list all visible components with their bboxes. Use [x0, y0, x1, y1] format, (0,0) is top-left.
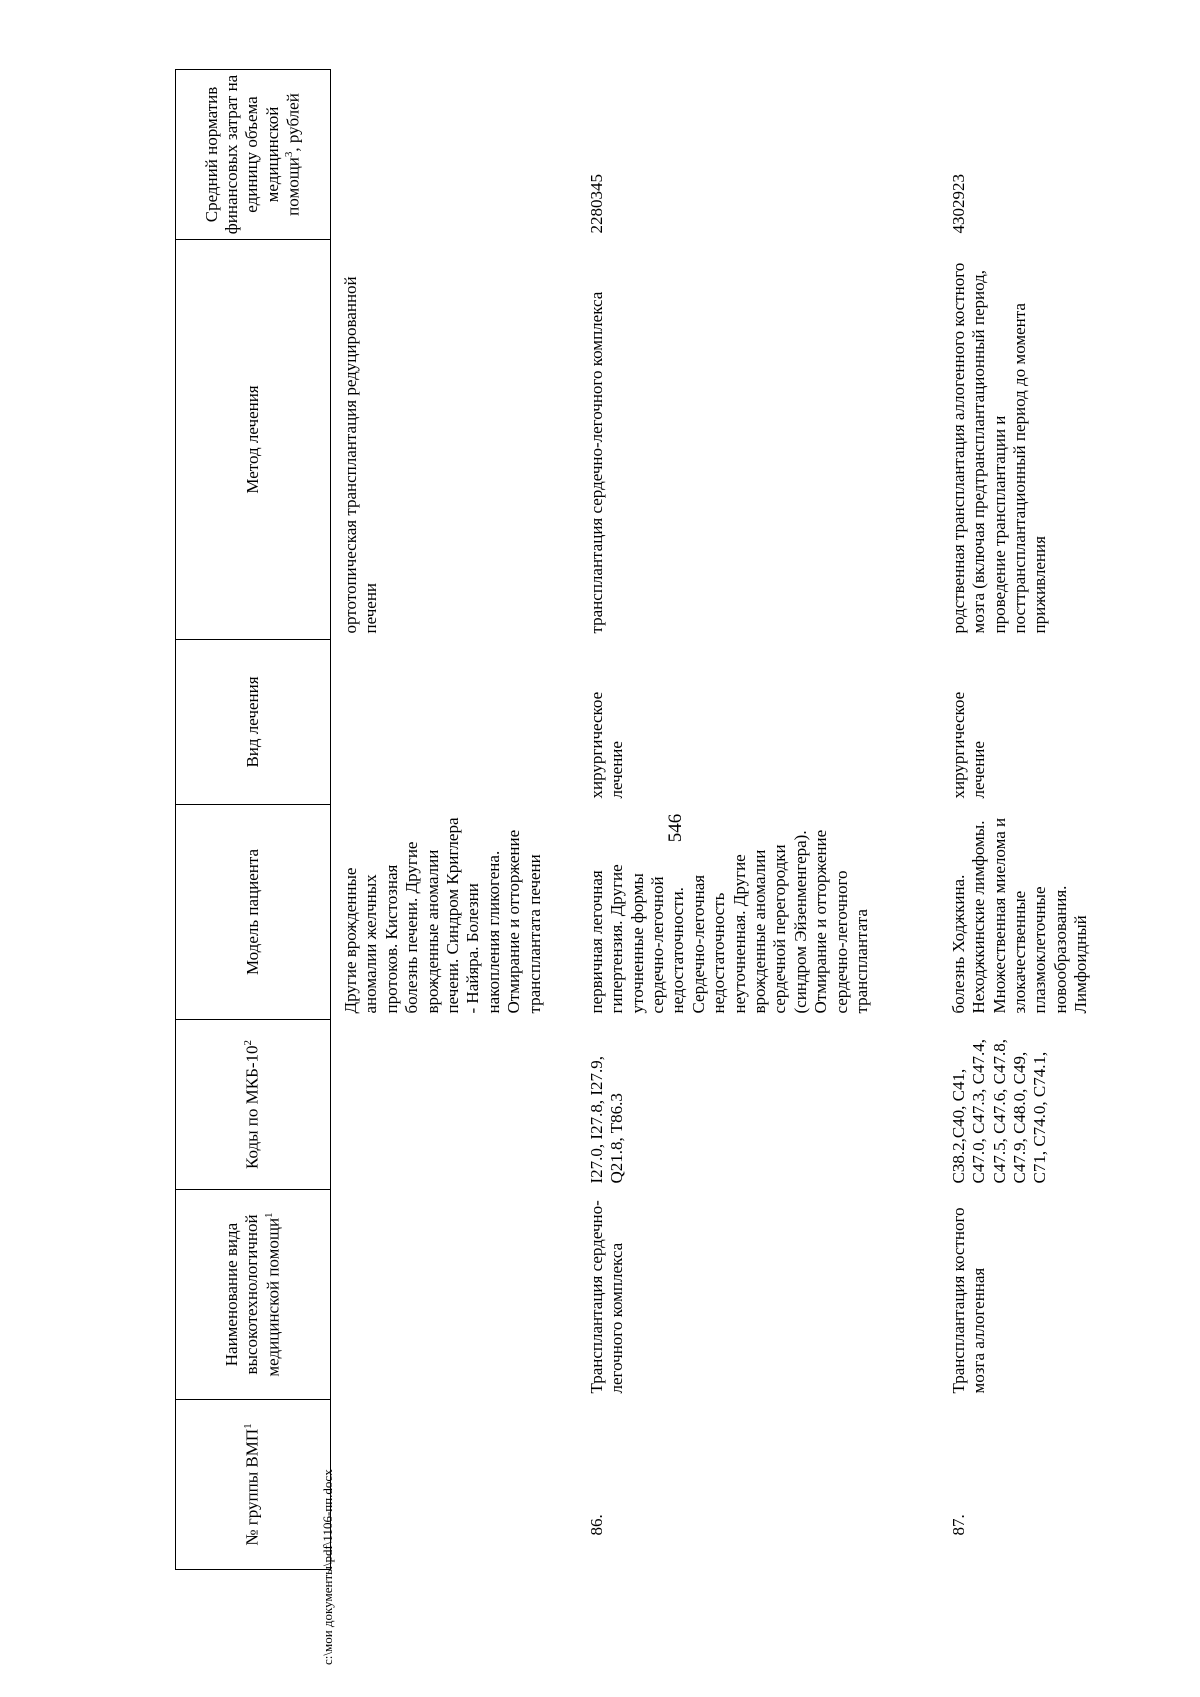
header-name: Наименование вида высокотехнологичной медицинской помощи$^1$ [176, 1190, 331, 1400]
header-cost: Средний норматив финансовых затрат на единицу объема медицинской помощи$^3$, рублей [176, 70, 331, 240]
header-treatment-type: Вид лечения [176, 640, 331, 805]
row-codes [331, 1020, 545, 1190]
row-patient-model: первичная легочная гипертензия. Другие уточненные формы сердечно-легочной недостаточности. Сердечно-легочная недостаточность неуточненная. Другие врожденные аномалии сердечной перегородки (синдром Эйзенменгера). Отмирание и отторжение сердечно-легочного трансплантата [586, 829, 871, 1014]
row-name: Трансплантация костного мозга аллогенная [948, 1207, 989, 1394]
row-treatment-type: хирургическое лечение [586, 691, 627, 799]
table-header [176, 70, 331, 1570]
row-treatment-type: хирургическое лечение [948, 691, 989, 799]
row-treatment-method: родственная трансплантация аллогенного костного мозга (включая предтрансплантационный период, проведение трансплантации и посттрансплантационный период до момента приживления [948, 262, 1050, 634]
row-cost: 2280345 [586, 174, 606, 234]
header-group-no: № группы ВМП$^1$ [176, 1400, 331, 1570]
row-number [331, 1400, 545, 1570]
table-row [545, 70, 907, 1570]
row-name: Трансплантация сердечно-легочного комплекса [586, 1200, 627, 1394]
row-cost [331, 70, 545, 240]
row-codes: C38.2,C40, C41, C47.0, C47.3, C47.4, C47.5, C47.6, C47.8, C47.9, C48.0, C49, C71, C74.0, C74.1, [948, 1038, 1050, 1184]
table-row [331, 70, 545, 1570]
row-patient-model: болезнь Ходжкина. Неходжкинские лимфомы. Множественная миелома и злокачественные плазмоклеточные новообразования. Лимфоидный [948, 817, 1091, 1014]
row-codes: I27.0, I27.8, I27.9, Q21.8, T86.3 [586, 1056, 627, 1184]
row-number: 86. [586, 1514, 606, 1536]
header-treatment-method: Метод лечения [176, 240, 331, 640]
table-body [331, 70, 1200, 1570]
row-name [331, 1190, 545, 1400]
page-number: 546 [665, 813, 686, 843]
row-treatment-method: ортотопическая трансплантация редуцированной печени [341, 276, 381, 634]
footer-file-path: c:\мои документы\pdf\1106-пп.docx [320, 1469, 335, 1665]
header-row [176, 70, 331, 1570]
row-number: 87. [948, 1514, 968, 1536]
header-codes: Коды по МКБ-$10^2$ [176, 1020, 331, 1190]
row-treatment-type [331, 640, 545, 805]
row-patient-model: Другие врожденные аномалии желчных протоков. Кистозная болезнь печени. Другие врожденные аномалии печени. Синдром Криглера - Найяра. Болезни накопления гликогена. Отмирание и отторжение трансплантата печени [341, 817, 544, 1014]
row-cost: 4302923 [948, 174, 968, 234]
header-patient-model: Модель пациента [176, 805, 331, 1020]
table-row [907, 70, 1200, 1570]
row-treatment-method: трансплантация сердечно-легочного комплекса [586, 291, 606, 634]
